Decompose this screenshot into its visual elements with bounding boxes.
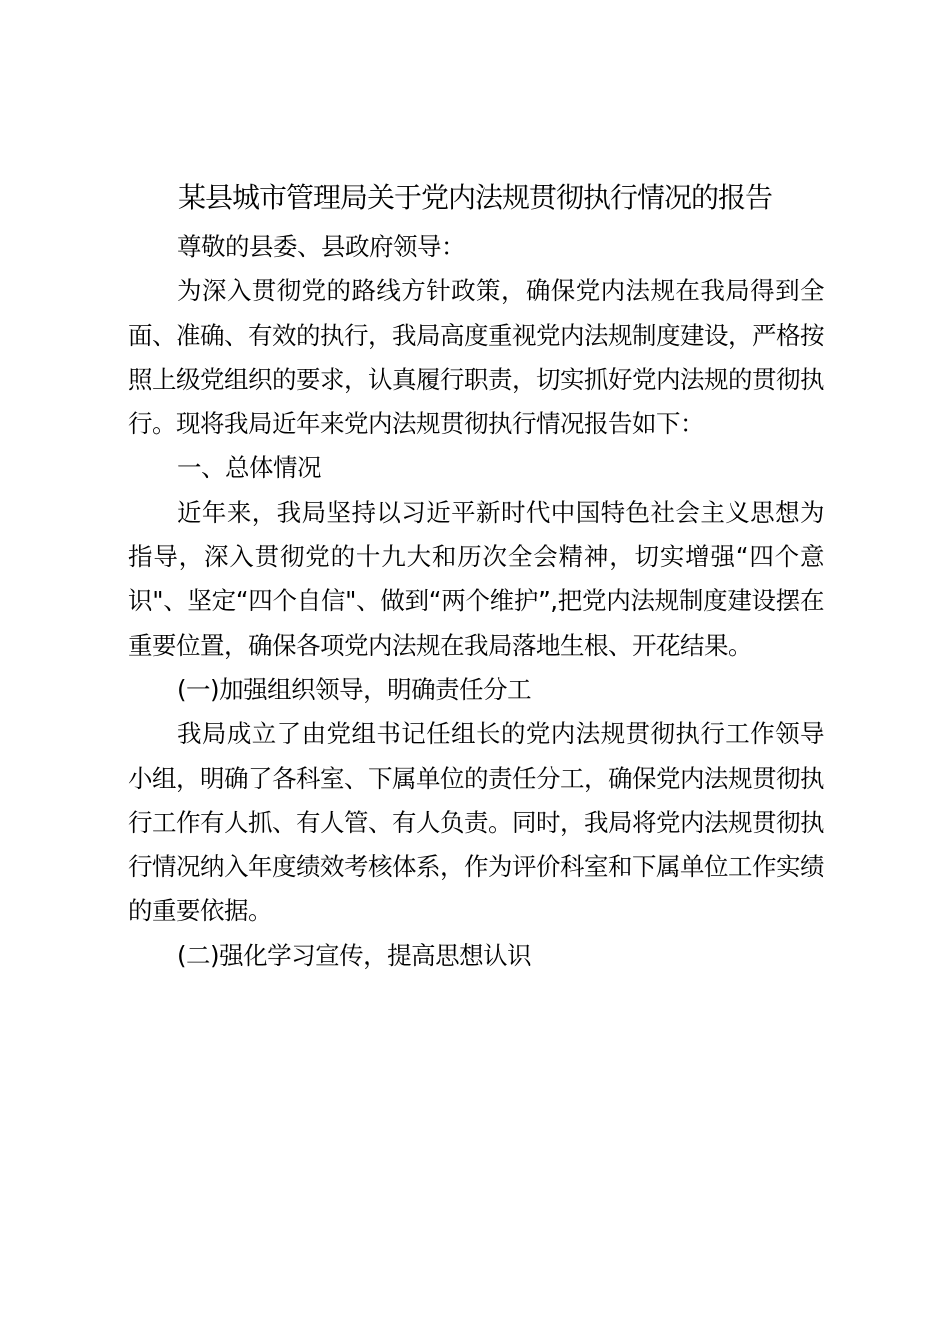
document-title: 某县城市管理局关于党内法规贯彻执行情况的报告 [177,181,772,214]
section-heading-overview: 一、总体情况 [177,453,321,483]
paragraph-organization: 我局成立了由党组书记任组长的党内法规贯彻执行工作领导小组，明确了各科室、下属单位的责任分工，确保党内法规贯彻执行工作有人抓、有人管、有人负责。同时，我局将党内法规贯彻执行情况纳入年度绩效考核体系，作为评价科室和下属单位工作实绩的重要依据。 [128,719,824,926]
paragraph-intro: 为深入贯彻党的路线方针政策，确保党内法规在我局得到全面、准确、有效的执行，我局高度重视党内法规制度建设，严格按照上级党组织的要求，认真履行职责，切实抓好党内法规的贯彻执行。现将我局近年来党内法规贯彻执行情况报告如下： [128,276,824,439]
paragraph-overview: 近年来，我局坚持以习近平新时代中国特色社会主义思想为指导，深入贯彻党的十九大和历次全会精神，切实增强“四个意识"、坚定“四个自信"、做到“两个维护”,把党内法规制度建设摆在重要位置，确保各项党内法规在我局落地生根、开花结果。 [128,497,824,660]
salutation: 尊敬的县委、县政府领导： [177,232,465,261]
subsection-heading-1: (一)加强组织领导，明确责任分工 [177,674,532,704]
subsection-heading-2: (二)强化学习宣传，提高思想认识 [177,940,532,970]
document-body [128,225,824,978]
